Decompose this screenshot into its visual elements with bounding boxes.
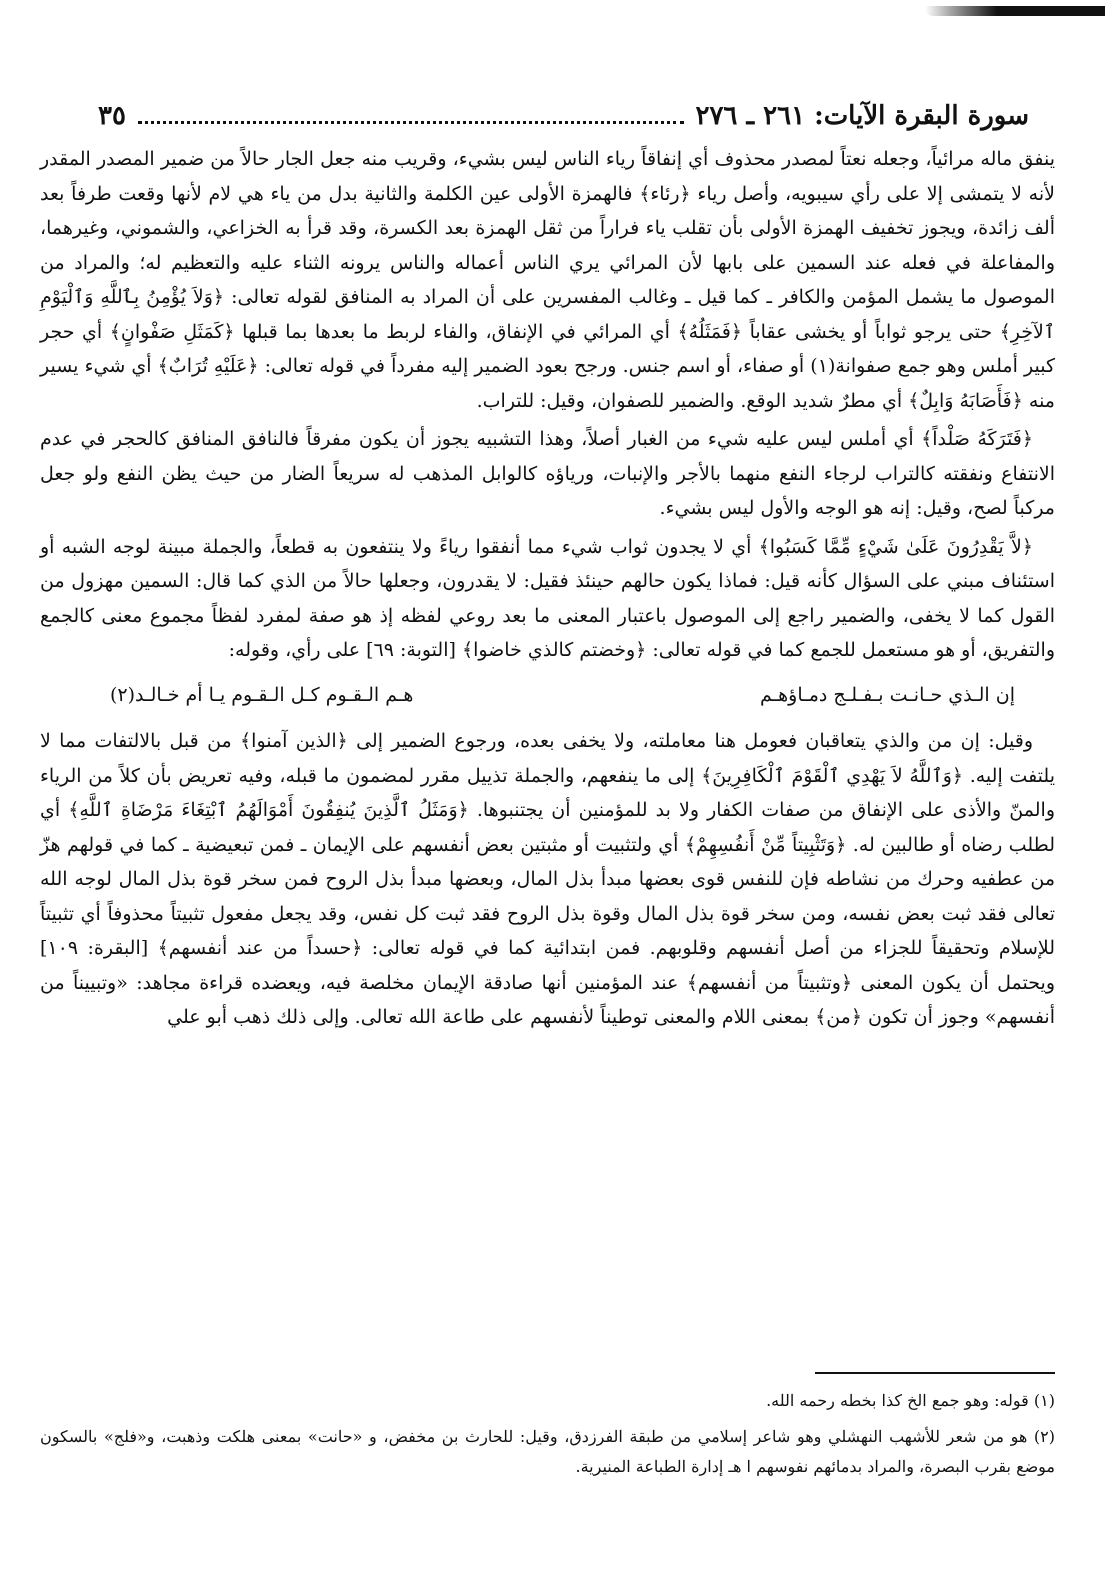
poetry-verse bbox=[40, 678, 1055, 713]
paragraph-3: ﴿لاَّ يَقْدِرُونَ عَلَىٰ شَيْءٍ مِّمَّا كَسَبُوا﴾ أي لا يجدون ثواب شيء مما أنفقوا رياءً ولا ينتفعون به قطعاً، والجملة مبينة لوجه الشبه أو استئناف مبني على السؤال كأنه قيل: فماذا يكون حالهم حينئذ فقيل: لا يقدرون، وجعلها حالاً من الذي كما قال: السمين مهزول من القول كما لا يخفى، والضمير راجع إلى الموصول باعتبار المعنى ما بعد روعي لفظه إذ هو صفة لمفرد لفظاً مجموع معنى كالجمع والتفريق، أو هو مستعمل للجمع كما في قوله تعالى: ﴿وخضتم كالذي خاضوا﴾ [التوبة: ٦٩] على رأي، وقوله: bbox=[40, 535, 1055, 661]
header-dot-leader bbox=[138, 109, 684, 124]
footnote-1: (١) قوله: وهو جمع الخ كذا بخطه رحمه الله. bbox=[766, 1391, 1055, 1410]
paragraph-4: وقيل: إن من والذي يتعاقبان فعومل هنا معاملته، ولا يخفى بعده، ورجوع الضمير إلى ﴿الذين آمنوا﴾ من قبل بالالتفات مما لا يلتفت إليه. ﴿وَٱللَّهُ لاَ يَهْدِي ٱلْقَوْمَ ٱلْكَافِرِينَ﴾ إلى ما ينفعهم، والجملة تذييل مقرر لمضمون ما قبله، وفيه تعريض بأن كلاً من الرياء والمنّ والأذى على الإنفاق من صفات الكفار ولا بد للمؤمنين أن يجتنبوها. ﴿وَمَثَلُ ٱلَّذِينَ يُنفِقُونَ أَمْوَالَهُمُ ٱبْتِغَاءَ مَرْضَاةِ ٱللَّهِ﴾ أي لطلب رضاه أو طالبين له. ﴿وَتَثْبِيتاً مِّنْ أَنفُسِهِمْ﴾ أي ولتثبيت أو مثبتين بعض أنفسهم على الإيمان ـ فمن تبعيضية ـ كما في قولهم هزّ من عطفيه وحرك من نشاطه فإن للنفس قوى بعضها مبدأ بذل المال، وبعضها مبدأ بذل الروح فمن سخر قوة بذل المال لوجه الله تعالى فقد ثبت بعض نفسه، ومن سخر قوة بذل المال وقوة بذل الروح فقد ثبت كل نفس، وقد يجعل مفعول تثبيتاً محذوفاً أي تثبيتاً للإسلام وتحقيقاً للجزاء من أصل أنفسهم وقلوبهم. فمن ابتدائية كما في قوله تعالى: ﴿حسداً من عند أنفسهم﴾ [البقرة: ١٠٩] ويحتمل أن يكون المعنى ﴿وتثبيتاً من أنفسهم﴾ عند المؤمنين أنها صادقة الإيمان مخلصة فيه، ويعضده قراءة مجاهد: «وتبييناً من أنفسهم» وجوز أن تكون ﴿من﴾ بمعنى اللام والمعنى توطيناً لأنفسهم على طاعة الله تعالى. وإلى ذلك ذهب أبو علي bbox=[40, 730, 1055, 1028]
running-header bbox=[98, 98, 1029, 134]
verse-hemistich-first: إن الـذي حـانـت بـفـلـج دمـاؤهـم bbox=[759, 683, 1015, 706]
scan-edge-mark bbox=[925, 6, 1105, 16]
paragraph-2: ﴿فَتَرَكَهُ صَلْداً﴾ أي أملس ليس عليه شيء من الغبار أصلاً، وهذا التشبيه يجوز أن يكون مفرقاً فالنافق المنافق كالحجر في عدم الانتفاع ونفقته كالتراب لرجاء النفع منهما بالأجر والإنبات، ورياؤه كالوابل المذهب له سريعاً الضار من حيث يظن النفع ولو جعل مركباً لصح، وقيل: إنه هو الوجه والأول ليس بشيء. bbox=[40, 428, 1055, 519]
footnotes bbox=[40, 1386, 1055, 1488]
header-title: سورة البقرة الآيات: ٢٦١ ـ ٢٧٦ bbox=[695, 101, 1029, 131]
paragraph-1: ينفق ماله مرائياً، وجعله نعتاً لمصدر محذوف أي إنفاقاً رياء الناس ليس بشيء، وقريب منه جعل الجار حالاً من ضمير المصدر المقدر لأنه لا يتمشى إلا على رأي سيبويه، وأصل رياء ﴿رئاء﴾ فالهمزة الأولى عين الكلمة والثانية بدل من ياء هي لام لأنها وقعت طرفاً بعد ألف زائدة، ويجوز تخفيف الهمزة الأولى بأن تقلب ياء فراراً من ثقل الهمزة بعد الكسرة، وقد قرأ به الخزاعي، والشموني، وغيرهما، والمفاعلة في فعله عند السمين على بابها لأن المرائي يري الناس أعماله والناس يرونه الثناء عليه والتعظيم له؛ والمراد من الموصول ما يشمل المؤمن والكافر ـ كما قيل ـ وغالب المفسرين على أن المراد به المنافق لقوله تعالى: ﴿وَلاَ يُؤْمِنُ بِٱللَّهِ وَٱلْيَوْمِ ٱلآخِرِ﴾ حتى يرجو ثواباً أو يخشى عقاباً ﴿فَمَثَلُهُ﴾ أي المرائي في الإنفاق، والفاء لربط ما بعدها بما قبلها ﴿كَمَثَلِ صَفْوانٍ﴾ أي حجر كبير أملس وهو جمع صفوانة(١) أو صفاء، أو اسم جنس. ورجح بعود الضمير إليه مفرداً في قوله تعالى: ﴿عَلَيْهِ تُرَابٌ﴾ أي شيء يسير منه ﴿فَأَصَابَهُ وَابِلٌ﴾ أي مطرٌ شديد الوقع. والضمير للصفوان، وقيل: للتراب. bbox=[40, 148, 1056, 412]
main-text bbox=[40, 142, 1055, 1039]
footnote-separator bbox=[815, 1372, 1055, 1374]
page-number: ٣٥ bbox=[98, 101, 126, 131]
footnote-2: (٢) هو من شعر للأشهب النهشلي وهو شاعر إسلامي من طبقة الفرزدق، وقيل: للحارث بن مخفض، و «حانت» بمعنى هلكت وذهبت، و«فلج» بالسكون موضع بقرب البصرة، والمراد بدمائهم نفوسهم ا هـ إدارة الطباعة المنيرية. bbox=[40, 1427, 1055, 1476]
verse-hemistich-second: هـم الـقـوم كـل الـقـوم يـا أم خـالـد(٢) bbox=[110, 683, 414, 706]
